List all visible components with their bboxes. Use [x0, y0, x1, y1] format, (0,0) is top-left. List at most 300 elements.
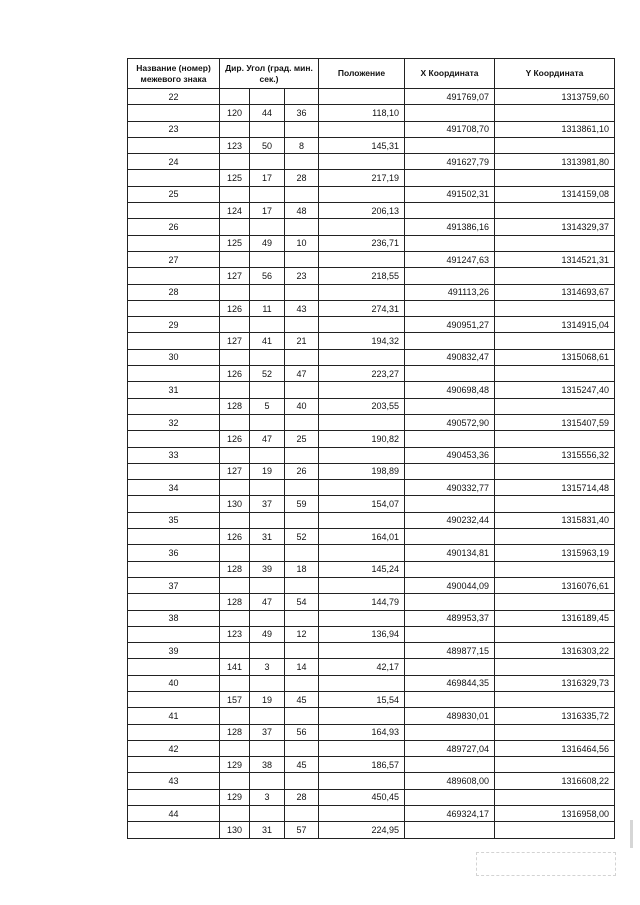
empty-cell	[405, 105, 495, 121]
angle-seconds-cell: 40	[285, 398, 319, 414]
point-row	[128, 382, 615, 398]
segment-row	[128, 300, 615, 316]
empty-cell	[128, 366, 220, 382]
angle-degrees-cell: 127	[220, 268, 250, 284]
y-coordinate-cell: 1316329,73	[495, 675, 615, 691]
angle-seconds-cell: 43	[285, 300, 319, 316]
distance-cell: 223,27	[319, 366, 405, 382]
empty-cell	[285, 121, 319, 137]
x-coordinate-cell: 491769,07	[405, 89, 495, 105]
empty-cell	[495, 659, 615, 675]
angle-minutes-cell: 56	[250, 268, 285, 284]
empty-cell	[250, 317, 285, 333]
angle-minutes-cell: 44	[250, 105, 285, 121]
angle-degrees-cell: 129	[220, 789, 250, 805]
angle-minutes-cell: 38	[250, 757, 285, 773]
empty-cell	[128, 561, 220, 577]
empty-cell	[285, 512, 319, 528]
point-row	[128, 349, 615, 365]
angle-minutes-cell: 17	[250, 203, 285, 219]
y-coordinate-cell: 1313861,10	[495, 121, 615, 137]
point-row	[128, 121, 615, 137]
header-y-coordinate: Y Координата	[495, 59, 615, 89]
header-direction-angle: Дир. Угол (град. мин. сек.)	[220, 59, 319, 89]
point-name-cell: 42	[128, 740, 220, 756]
angle-degrees-cell: 127	[220, 463, 250, 479]
empty-cell	[495, 691, 615, 707]
empty-cell	[495, 203, 615, 219]
angle-seconds-cell: 36	[285, 105, 319, 121]
empty-cell	[128, 235, 220, 251]
x-coordinate-cell: 491386,16	[405, 219, 495, 235]
empty-cell	[250, 186, 285, 202]
empty-cell	[405, 659, 495, 675]
empty-cell	[405, 333, 495, 349]
x-coordinate-cell: 490044,09	[405, 577, 495, 593]
segment-row	[128, 398, 615, 414]
empty-cell	[128, 105, 220, 121]
boundary-coordinates-table	[127, 58, 615, 839]
empty-cell	[495, 333, 615, 349]
point-row	[128, 610, 615, 626]
distance-cell: 118,10	[319, 105, 405, 121]
empty-cell	[319, 675, 405, 691]
segment-row	[128, 137, 615, 153]
empty-cell	[128, 268, 220, 284]
empty-cell	[220, 317, 250, 333]
angle-minutes-cell: 19	[250, 463, 285, 479]
empty-cell	[128, 594, 220, 610]
point-name-cell: 24	[128, 154, 220, 170]
x-coordinate-cell: 490698,48	[405, 382, 495, 398]
angle-degrees-cell: 123	[220, 137, 250, 153]
empty-cell	[405, 496, 495, 512]
angle-degrees-cell: 128	[220, 398, 250, 414]
empty-cell	[128, 789, 220, 805]
empty-cell	[319, 219, 405, 235]
point-name-cell: 31	[128, 382, 220, 398]
empty-cell	[220, 740, 250, 756]
empty-cell	[128, 203, 220, 219]
empty-cell	[220, 154, 250, 170]
point-name-cell: 44	[128, 806, 220, 822]
x-coordinate-cell: 490453,36	[405, 447, 495, 463]
angle-degrees-cell: 126	[220, 366, 250, 382]
angle-seconds-cell: 47	[285, 366, 319, 382]
point-row	[128, 643, 615, 659]
distance-cell: 42,17	[319, 659, 405, 675]
x-coordinate-cell: 489830,01	[405, 708, 495, 724]
angle-seconds-cell: 28	[285, 789, 319, 805]
point-row	[128, 577, 615, 593]
distance-cell: 164,01	[319, 529, 405, 545]
angle-minutes-cell: 37	[250, 496, 285, 512]
point-row	[128, 284, 615, 300]
empty-cell	[128, 463, 220, 479]
angle-degrees-cell: 126	[220, 300, 250, 316]
angle-degrees-cell: 128	[220, 724, 250, 740]
empty-cell	[405, 529, 495, 545]
empty-cell	[405, 463, 495, 479]
empty-cell	[495, 398, 615, 414]
empty-cell	[128, 757, 220, 773]
empty-cell	[220, 610, 250, 626]
empty-cell	[250, 643, 285, 659]
empty-cell	[285, 773, 319, 789]
segment-row	[128, 235, 615, 251]
empty-cell	[250, 251, 285, 267]
y-coordinate-cell: 1313981,80	[495, 154, 615, 170]
empty-cell	[405, 137, 495, 153]
empty-cell	[405, 431, 495, 447]
empty-cell	[319, 740, 405, 756]
angle-minutes-cell: 47	[250, 431, 285, 447]
y-coordinate-cell: 1315556,32	[495, 447, 615, 463]
angle-degrees-cell: 125	[220, 170, 250, 186]
empty-cell	[128, 724, 220, 740]
empty-cell	[250, 577, 285, 593]
empty-cell	[128, 170, 220, 186]
empty-cell	[405, 757, 495, 773]
point-row	[128, 447, 615, 463]
empty-cell	[220, 349, 250, 365]
empty-cell	[319, 577, 405, 593]
empty-cell	[405, 366, 495, 382]
empty-cell	[495, 724, 615, 740]
y-coordinate-cell: 1316608,22	[495, 773, 615, 789]
distance-cell: 15,54	[319, 691, 405, 707]
angle-degrees-cell: 130	[220, 496, 250, 512]
empty-cell	[319, 284, 405, 300]
point-row	[128, 414, 615, 430]
empty-cell	[285, 219, 319, 235]
point-row	[128, 773, 615, 789]
point-name-cell: 33	[128, 447, 220, 463]
empty-cell	[319, 317, 405, 333]
angle-seconds-cell: 48	[285, 203, 319, 219]
empty-cell	[495, 463, 615, 479]
table-header-row	[128, 59, 615, 89]
empty-cell	[405, 170, 495, 186]
distance-cell: 144,79	[319, 594, 405, 610]
empty-cell	[405, 300, 495, 316]
empty-cell	[220, 643, 250, 659]
empty-cell	[405, 789, 495, 805]
x-coordinate-cell: 491502,31	[405, 186, 495, 202]
empty-cell	[250, 610, 285, 626]
angle-minutes-cell: 39	[250, 561, 285, 577]
angle-degrees-cell: 125	[220, 235, 250, 251]
empty-cell	[405, 268, 495, 284]
angle-seconds-cell: 21	[285, 333, 319, 349]
segment-row	[128, 170, 615, 186]
distance-cell: 145,31	[319, 137, 405, 153]
point-row	[128, 806, 615, 822]
segment-row	[128, 105, 615, 121]
y-coordinate-cell: 1316464,56	[495, 740, 615, 756]
segment-row	[128, 724, 615, 740]
empty-cell	[285, 577, 319, 593]
distance-cell: 217,19	[319, 170, 405, 186]
segment-row	[128, 496, 615, 512]
angle-seconds-cell: 56	[285, 724, 319, 740]
empty-cell	[250, 773, 285, 789]
empty-cell	[128, 529, 220, 545]
distance-cell: 198,89	[319, 463, 405, 479]
distance-cell: 206,13	[319, 203, 405, 219]
angle-degrees-cell: 128	[220, 594, 250, 610]
angle-minutes-cell: 50	[250, 137, 285, 153]
empty-cell	[220, 675, 250, 691]
x-coordinate-cell: 490232,44	[405, 512, 495, 528]
distance-cell: 224,95	[319, 822, 405, 838]
angle-seconds-cell: 26	[285, 463, 319, 479]
point-row	[128, 480, 615, 496]
empty-cell	[495, 789, 615, 805]
y-coordinate-cell: 1315714,48	[495, 480, 615, 496]
header-point-name: Название (номер) межевого знака	[128, 59, 220, 89]
distance-cell: 186,57	[319, 757, 405, 773]
empty-cell	[405, 822, 495, 838]
empty-cell	[250, 512, 285, 528]
segment-row	[128, 366, 615, 382]
empty-cell	[220, 89, 250, 105]
empty-cell	[220, 284, 250, 300]
angle-minutes-cell: 41	[250, 333, 285, 349]
distance-cell: 194,32	[319, 333, 405, 349]
angle-degrees-cell: 157	[220, 691, 250, 707]
distance-cell: 274,31	[319, 300, 405, 316]
empty-cell	[250, 121, 285, 137]
empty-cell	[319, 186, 405, 202]
empty-cell	[319, 349, 405, 365]
empty-cell	[319, 643, 405, 659]
point-row	[128, 186, 615, 202]
empty-cell	[285, 89, 319, 105]
x-coordinate-cell: 490951,27	[405, 317, 495, 333]
y-coordinate-cell: 1315068,61	[495, 349, 615, 365]
distance-cell: 154,07	[319, 496, 405, 512]
table-body	[128, 89, 615, 839]
empty-cell	[220, 773, 250, 789]
y-coordinate-cell: 1316335,72	[495, 708, 615, 724]
empty-cell	[495, 496, 615, 512]
page-stamp	[476, 852, 616, 876]
x-coordinate-cell: 469324,17	[405, 806, 495, 822]
y-coordinate-cell: 1314521,31	[495, 251, 615, 267]
empty-cell	[128, 626, 220, 642]
empty-cell	[495, 594, 615, 610]
distance-cell: 164,93	[319, 724, 405, 740]
point-row	[128, 545, 615, 561]
distance-cell: 145,24	[319, 561, 405, 577]
empty-cell	[495, 300, 615, 316]
segment-row	[128, 431, 615, 447]
empty-cell	[250, 349, 285, 365]
empty-cell	[285, 806, 319, 822]
point-name-cell: 34	[128, 480, 220, 496]
segment-row	[128, 268, 615, 284]
x-coordinate-cell: 489727,04	[405, 740, 495, 756]
empty-cell	[250, 414, 285, 430]
x-coordinate-cell: 489608,00	[405, 773, 495, 789]
empty-cell	[285, 414, 319, 430]
empty-cell	[220, 708, 250, 724]
angle-seconds-cell: 12	[285, 626, 319, 642]
empty-cell	[285, 154, 319, 170]
angle-degrees-cell: 120	[220, 105, 250, 121]
point-name-cell: 43	[128, 773, 220, 789]
segment-row	[128, 463, 615, 479]
empty-cell	[220, 382, 250, 398]
angle-minutes-cell: 31	[250, 529, 285, 545]
angle-minutes-cell: 37	[250, 724, 285, 740]
empty-cell	[285, 643, 319, 659]
empty-cell	[319, 512, 405, 528]
point-row	[128, 251, 615, 267]
empty-cell	[319, 480, 405, 496]
angle-degrees-cell: 123	[220, 626, 250, 642]
scan-edge-mark	[630, 820, 633, 848]
empty-cell	[319, 447, 405, 463]
angle-degrees-cell: 130	[220, 822, 250, 838]
y-coordinate-cell: 1314159,08	[495, 186, 615, 202]
segment-row	[128, 529, 615, 545]
empty-cell	[250, 545, 285, 561]
empty-cell	[405, 594, 495, 610]
point-row	[128, 740, 615, 756]
empty-cell	[495, 105, 615, 121]
empty-cell	[128, 431, 220, 447]
empty-cell	[285, 675, 319, 691]
y-coordinate-cell: 1316958,00	[495, 806, 615, 822]
angle-degrees-cell: 128	[220, 561, 250, 577]
segment-row	[128, 757, 615, 773]
angle-degrees-cell: 129	[220, 757, 250, 773]
empty-cell	[285, 740, 319, 756]
empty-cell	[495, 268, 615, 284]
empty-cell	[220, 186, 250, 202]
empty-cell	[319, 708, 405, 724]
empty-cell	[495, 822, 615, 838]
y-coordinate-cell: 1316189,45	[495, 610, 615, 626]
empty-cell	[319, 251, 405, 267]
empty-cell	[285, 317, 319, 333]
empty-cell	[220, 512, 250, 528]
empty-cell	[250, 154, 285, 170]
empty-cell	[250, 675, 285, 691]
x-coordinate-cell: 491247,63	[405, 251, 495, 267]
empty-cell	[285, 186, 319, 202]
empty-cell	[220, 251, 250, 267]
empty-cell	[405, 626, 495, 642]
empty-cell	[319, 545, 405, 561]
point-name-cell: 23	[128, 121, 220, 137]
distance-cell: 236,71	[319, 235, 405, 251]
segment-row	[128, 594, 615, 610]
empty-cell	[495, 137, 615, 153]
point-row	[128, 317, 615, 333]
empty-cell	[285, 251, 319, 267]
distance-cell: 190,82	[319, 431, 405, 447]
empty-cell	[319, 89, 405, 105]
angle-degrees-cell: 126	[220, 431, 250, 447]
empty-cell	[250, 89, 285, 105]
empty-cell	[319, 154, 405, 170]
empty-cell	[285, 545, 319, 561]
point-name-cell: 41	[128, 708, 220, 724]
angle-minutes-cell: 11	[250, 300, 285, 316]
empty-cell	[128, 398, 220, 414]
angle-degrees-cell: 127	[220, 333, 250, 349]
empty-cell	[405, 398, 495, 414]
empty-cell	[220, 480, 250, 496]
empty-cell	[285, 610, 319, 626]
x-coordinate-cell: 490134,81	[405, 545, 495, 561]
y-coordinate-cell: 1314693,67	[495, 284, 615, 300]
segment-row	[128, 333, 615, 349]
angle-seconds-cell: 14	[285, 659, 319, 675]
x-coordinate-cell: 490832,47	[405, 349, 495, 365]
distance-cell: 218,55	[319, 268, 405, 284]
empty-cell	[250, 284, 285, 300]
point-name-cell: 36	[128, 545, 220, 561]
empty-cell	[128, 691, 220, 707]
segment-row	[128, 626, 615, 642]
empty-cell	[405, 561, 495, 577]
distance-cell: 450,45	[319, 789, 405, 805]
angle-minutes-cell: 52	[250, 366, 285, 382]
empty-cell	[128, 659, 220, 675]
empty-cell	[495, 757, 615, 773]
x-coordinate-cell: 491113,26	[405, 284, 495, 300]
y-coordinate-cell: 1315963,19	[495, 545, 615, 561]
x-coordinate-cell: 491708,70	[405, 121, 495, 137]
empty-cell	[319, 610, 405, 626]
point-name-cell: 39	[128, 643, 220, 659]
point-name-cell: 35	[128, 512, 220, 528]
angle-minutes-cell: 31	[250, 822, 285, 838]
point-name-cell: 30	[128, 349, 220, 365]
empty-cell	[250, 708, 285, 724]
angle-minutes-cell: 49	[250, 626, 285, 642]
x-coordinate-cell: 490572,90	[405, 414, 495, 430]
empty-cell	[495, 235, 615, 251]
distance-cell: 136,94	[319, 626, 405, 642]
angle-seconds-cell: 57	[285, 822, 319, 838]
empty-cell	[405, 235, 495, 251]
y-coordinate-cell: 1315247,40	[495, 382, 615, 398]
angle-seconds-cell: 45	[285, 757, 319, 773]
empty-cell	[128, 496, 220, 512]
header-distance: Положение	[319, 59, 405, 89]
empty-cell	[250, 806, 285, 822]
point-name-cell: 38	[128, 610, 220, 626]
empty-cell	[220, 447, 250, 463]
empty-cell	[128, 300, 220, 316]
empty-cell	[405, 203, 495, 219]
angle-degrees-cell: 126	[220, 529, 250, 545]
point-row	[128, 219, 615, 235]
empty-cell	[285, 708, 319, 724]
angle-degrees-cell: 124	[220, 203, 250, 219]
point-name-cell: 22	[128, 89, 220, 105]
angle-minutes-cell: 47	[250, 594, 285, 610]
empty-cell	[220, 806, 250, 822]
angle-seconds-cell: 52	[285, 529, 319, 545]
angle-seconds-cell: 28	[285, 170, 319, 186]
angle-seconds-cell: 23	[285, 268, 319, 284]
